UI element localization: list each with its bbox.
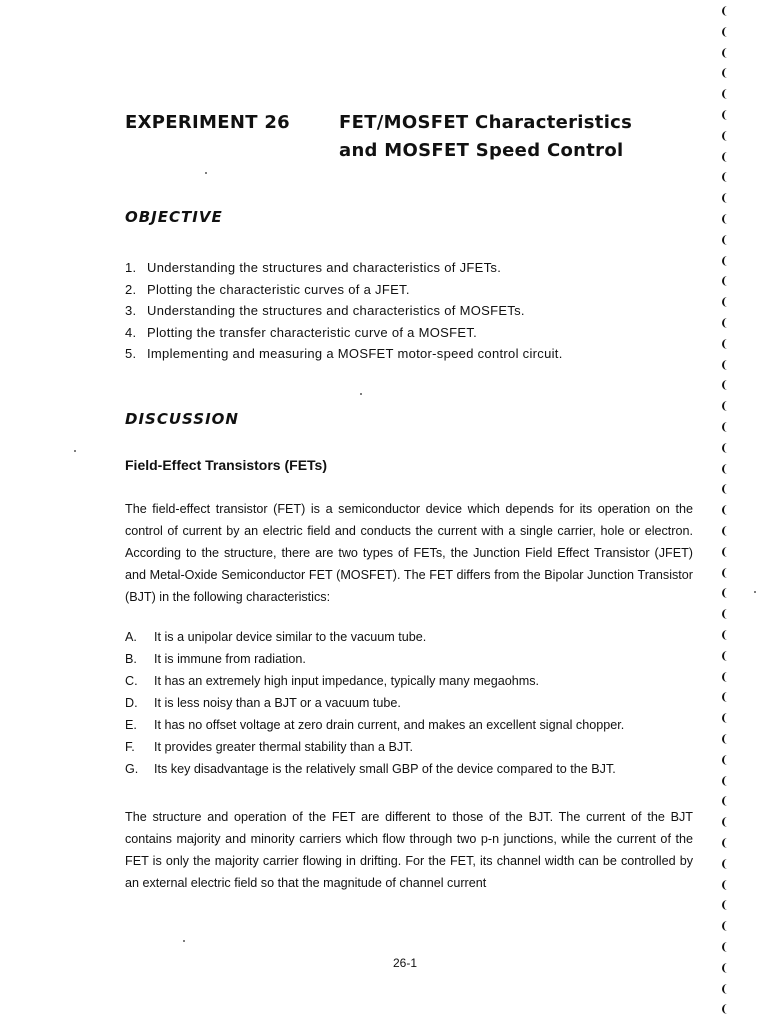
characteristic-text: It is immune from radiation. (154, 652, 306, 666)
binding-ring (722, 131, 728, 141)
binding-ring (722, 318, 728, 328)
objective-item (125, 282, 563, 304)
characteristic-letter: A. (125, 630, 137, 644)
characteristic-letter: F. (125, 740, 135, 754)
binding-ring (722, 276, 728, 286)
binding-ring (722, 27, 728, 37)
binding-ring (722, 48, 728, 58)
scan-speck (74, 450, 76, 452)
paragraph-intro: The field-effect transistor (FET) is a semiconductor device which depends for its operation on the control of current by an electric field and conducts the current with a single carrier, hole or electron. According to the structure, there are two types of FETs, the Junction Field Effect Transistor (JFET) and Metal-Oxide Semiconductor FET (MOSFET). The FET differs from the Bipolar Junction Transistor (BJT) in the following characteristics: (125, 502, 693, 604)
binding-ring (722, 692, 728, 702)
experiment-label: EXPERIMENT 26 (125, 112, 290, 133)
binding-ring (722, 734, 728, 744)
characteristic-item (125, 630, 624, 652)
binding-ring (722, 443, 728, 453)
binding-ring (722, 672, 728, 682)
binding-ring (722, 339, 728, 349)
characteristic-item (125, 740, 624, 762)
objective-number: 2. (125, 281, 137, 297)
spiral-binding (722, 0, 742, 1024)
characteristic-item (125, 696, 624, 718)
binding-ring (722, 568, 728, 578)
binding-ring (722, 651, 728, 661)
binding-ring (722, 172, 728, 182)
binding-ring (722, 256, 728, 266)
binding-ring (722, 921, 728, 931)
characteristic-item (125, 762, 624, 784)
binding-ring (722, 755, 728, 765)
characteristic-letter: E. (125, 718, 137, 732)
binding-ring (722, 526, 728, 536)
binding-ring (722, 838, 728, 848)
discussion-heading: DISCUSSION (125, 410, 239, 428)
binding-ring (722, 380, 728, 390)
paragraph-structure: The structure and operation of the FET are different to those of the BJT. The current of the BJT contains majority and minority carriers which flow through two p-n junctions, while the current of the FET is only the majority carrier flowing in drifting. For the FET, its channel width can be controlled by an external electric field so that the magnitude of channel current (125, 810, 693, 890)
binding-ring (722, 422, 728, 432)
binding-ring (722, 297, 728, 307)
characteristic-letter: B. (125, 652, 137, 666)
scan-speck (205, 172, 207, 174)
objective-number: 4. (125, 324, 137, 340)
page-number: 26-1 (393, 956, 418, 970)
binding-ring (722, 588, 728, 598)
objective-text: Plotting the characteristic curves of a JFET. (147, 281, 410, 297)
binding-ring (722, 984, 728, 994)
characteristics-list (125, 630, 624, 784)
binding-ring (722, 880, 728, 890)
objective-list (125, 260, 563, 368)
binding-ring (722, 505, 728, 515)
objective-number: 3. (125, 303, 137, 318)
characteristic-letter: C. (125, 674, 138, 688)
objective-text: Understanding the structures and characteristics of JFETs. (147, 260, 502, 275)
title-line-2: and MOSFET Speed Control (339, 140, 624, 161)
characteristic-text: It is less noisy than a BJT or a vacuum tube. (154, 696, 401, 710)
title-line-1: FET/MOSFET Characteristics (339, 112, 633, 133)
objective-number: 5. (125, 346, 137, 361)
binding-ring (722, 713, 728, 723)
characteristic-item (125, 652, 624, 674)
binding-ring (722, 464, 728, 474)
binding-ring (722, 401, 728, 411)
binding-ring (722, 547, 728, 557)
binding-ring (722, 68, 728, 78)
fet-subheading: Field-Effect Transistors (FETs) (125, 457, 327, 473)
objective-item (125, 303, 563, 325)
binding-ring (722, 152, 728, 162)
binding-ring (722, 360, 728, 370)
binding-ring (722, 942, 728, 952)
characteristic-text: It has an extremely high input impedance, typically many megaohms. (154, 674, 540, 688)
objective-text: Implementing and measuring a MOSFET motor-speed control circuit. (147, 346, 563, 361)
objective-text: Understanding the structures and characteristics of MOSFETs. (147, 303, 525, 318)
binding-ring (722, 193, 728, 203)
objective-item (125, 325, 563, 347)
binding-ring (722, 235, 728, 245)
characteristic-text: It is a unipolar device similar to the vacuum tube. (154, 630, 427, 644)
binding-ring (722, 859, 728, 869)
binding-ring (722, 214, 728, 224)
objective-heading: OBJECTIVE (125, 208, 223, 226)
binding-ring (722, 963, 728, 973)
characteristic-text: It has no offset voltage at zero drain current, and makes an excellent signal chopper. (154, 718, 625, 732)
binding-ring (722, 89, 728, 99)
scan-speck (183, 940, 185, 942)
binding-ring (722, 900, 728, 910)
characteristic-letter: D. (125, 696, 138, 710)
binding-ring (722, 796, 728, 806)
objective-text: Plotting the transfer characteristic curve of a MOSFET. (147, 324, 478, 340)
binding-ring (722, 484, 728, 494)
binding-ring (722, 776, 728, 786)
binding-ring (722, 630, 728, 640)
objective-item (125, 346, 563, 368)
characteristic-item (125, 718, 624, 740)
binding-ring (722, 6, 728, 16)
scan-speck (360, 393, 362, 395)
binding-ring (722, 1004, 728, 1014)
binding-ring (722, 110, 728, 120)
binding-ring (722, 609, 728, 619)
scan-speck (754, 591, 756, 593)
objective-item (125, 260, 563, 282)
characteristic-letter: G. (125, 762, 139, 776)
characteristic-text: It provides greater thermal stability than a BJT. (154, 740, 413, 754)
objective-number: 1. (125, 260, 137, 275)
binding-ring (722, 817, 728, 827)
characteristic-text: Its key disadvantage is the relatively small GBP of the device compared to the BJT. (154, 762, 616, 776)
characteristic-item (125, 674, 624, 696)
